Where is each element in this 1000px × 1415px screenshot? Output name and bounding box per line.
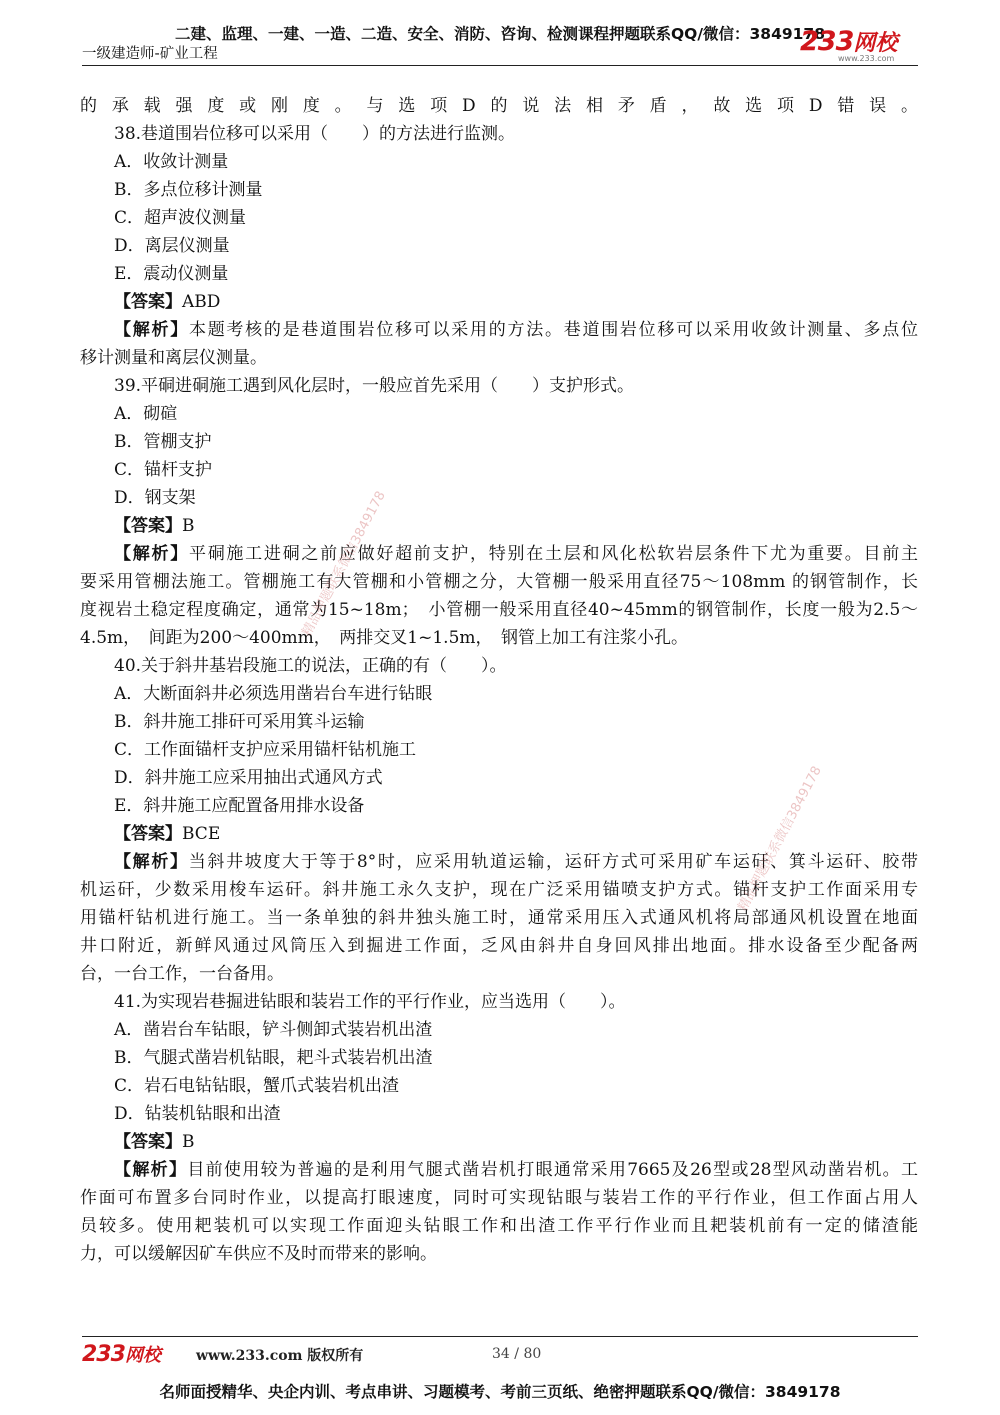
analysis-text: 目前使用较为普遍的是利用气腿式凿岩机打眼通常采用7665及26型或28型风动凿岩机。工 xyxy=(187,1160,919,1180)
analysis-text: 平硐施工进硐之前应做好超前支护，特别在土层和风化松软岩层条件下尤为重要。目前主 xyxy=(188,544,918,564)
header-divider xyxy=(82,65,918,66)
analysis-text: 台，一台工作，一台备用。 xyxy=(80,964,284,984)
answer-option: C．超声波仪测量 xyxy=(114,208,247,228)
analysis-text: 移计测量和离层仪测量。 xyxy=(80,348,267,368)
answer-line xyxy=(80,512,918,540)
answer-label: 【答案】 xyxy=(114,824,182,844)
answer-option: B．多点位移计测量 xyxy=(114,180,263,200)
watermark: 精品押题联系微信3849178 xyxy=(299,488,389,639)
answer-option: B．斜井施工排矸可采用箕斗运输 xyxy=(114,712,365,732)
analysis-text: 机运矸，少数采用梭车运矸。斜井施工永久支护，现在广泛采用锚喷支护方式。锚杆支护工作面采用专 xyxy=(80,880,918,900)
answer-line xyxy=(80,288,918,316)
question-stem: 38.巷道围岩位移可以采用（ ）的方法进行监测。 xyxy=(114,124,516,144)
page-current: 34 xyxy=(492,1346,510,1362)
analysis-line xyxy=(80,904,918,932)
answer-option: C．锚杆支护 xyxy=(114,460,213,480)
question-stem: 39.平硐进硐施工遇到风化层时，一般应首先采用（ ）支护形式。 xyxy=(114,376,635,396)
answer-label: 【答案】 xyxy=(114,292,182,312)
intro-line: 的承载强度或刚度。与选项D的说法相矛盾，故选项D错误。 xyxy=(80,96,918,116)
analysis-line xyxy=(80,316,918,344)
logo-url: www.233.com xyxy=(838,54,895,63)
document-body xyxy=(80,92,918,1268)
footer-logo xyxy=(82,1340,161,1370)
analysis-line xyxy=(80,1184,918,1212)
answer-option: D．离层仪测量 xyxy=(114,236,230,256)
analysis-line xyxy=(80,848,918,876)
answer-option: E．斜井施工应配置备用排水设备 xyxy=(114,796,365,816)
answer-option: A．收敛计测量 xyxy=(114,152,229,172)
answer-option: E．震动仪测量 xyxy=(114,264,229,284)
analysis-text: 员较多。使用耙装机可以实现工作面迎头钻眼工作和出渣工作平行作业而且耙装机前有一定的储渣能 xyxy=(80,1216,918,1236)
analysis-label: 【解析】 xyxy=(114,320,189,340)
logo-number: 233 xyxy=(800,26,854,57)
answer-option: C．岩石电钻钻眼，蟹爪式装岩机出渣 xyxy=(114,1076,400,1096)
analysis-line xyxy=(80,1240,918,1268)
analysis-text: 本题考核的是巷道围岩位移可以采用的方法。巷道围岩位移可以采用收敛计测量、多点位 xyxy=(188,320,918,340)
page-total: 80 xyxy=(523,1346,542,1362)
answer-option: C．工作面锚杆支护应采用锚杆钻机施工 xyxy=(114,740,417,760)
site-logo xyxy=(800,26,930,70)
analysis-line xyxy=(80,960,918,988)
analysis-line xyxy=(80,568,918,596)
analysis-text: 力，可以缓解因矿车供应不及时而带来的影响。 xyxy=(80,1244,437,1264)
footer-logo-number: 233 xyxy=(82,1342,125,1367)
question-stem: 41.为实现岩巷掘进钻眼和装岩工作的平行作业，应当选用（ ）。 xyxy=(114,992,626,1012)
analysis-text: 当斜井坡度大于等于8°时，应采用轨道运输，运矸方式可采用矿车运矸、箕斗运矸、胶带 xyxy=(188,852,918,872)
answer-option: A．大断面斜井必须选用凿岩台车进行钻眼 xyxy=(114,684,433,704)
footer-banner: 名师面授精华、央企内训、考点串讲、习题模考、考前三页纸、绝密押题联系QQ/微信：3849178 xyxy=(159,1383,841,1401)
analysis-text: 作面可布置多台同时作业，以提高打眼速度，同时可实现钻眼与装岩工作的平行作业，但工作面占用人 xyxy=(80,1188,918,1208)
answer-label: 【答案】 xyxy=(114,516,182,536)
analysis-line xyxy=(80,876,918,904)
analysis-label: 【解析】 xyxy=(114,1160,188,1180)
analysis-line xyxy=(80,932,918,960)
answer-value: ABD xyxy=(182,292,221,312)
logo-text: 网校 xyxy=(853,31,898,56)
answer-value: B xyxy=(182,516,195,536)
watermark: 精品押题联系微信3849178 xyxy=(735,763,825,914)
answer-option: D．斜井施工应采用抽出式通风方式 xyxy=(114,768,383,788)
analysis-text: 度视岩土稳定程度确定，通常为15~18m； 小管棚一般采用直径40~45mm的钢管制作，长度一般为2.5～ xyxy=(80,600,918,620)
page-separator: / xyxy=(509,1346,524,1362)
answer-option: A．凿岩台车钻眼，铲斗侧卸式装岩机出渣 xyxy=(114,1020,433,1040)
footer-logo-text: 网校 xyxy=(124,1345,161,1366)
analysis-label: 【解析】 xyxy=(114,544,189,564)
question-stem: 40.关于斜井基岩段施工的说法，正确的有（ ）。 xyxy=(114,656,507,676)
analysis-line xyxy=(80,1212,918,1240)
footer-divider xyxy=(82,1336,918,1337)
header-banner: 二建、监理、一建、一造、二造、安全、消防、咨询、检测课程押题联系QQ/微信：3849178 xyxy=(174,25,825,43)
copyright: www.233.com 版权所有 xyxy=(196,1348,364,1364)
analysis-line xyxy=(80,540,918,568)
answer-value: B xyxy=(182,1132,195,1152)
page-number xyxy=(492,1346,541,1362)
analysis-text: 用锚杆钻机进行施工。当一条单独的斜井独头施工时，通常采用压入式通风机将局部通风机设置在地面 xyxy=(80,908,918,928)
subject-title: 一级建造师-矿业工程 xyxy=(82,46,218,62)
answer-value: BCE xyxy=(182,824,221,844)
analysis-text: 井口附近，新鲜风通过风筒压入到掘进工作面，乏风由斜井自身回风排出地面。排水设备至少配备两 xyxy=(80,936,918,956)
analysis-line xyxy=(80,596,918,624)
answer-option: D．钢支架 xyxy=(114,488,196,508)
answer-option: D．钻装机钻眼和出渣 xyxy=(114,1104,281,1124)
answer-label: 【答案】 xyxy=(114,1132,182,1152)
analysis-text: 4.5m， 间距为200～400mm， 两排交叉1~1.5m， 钢管上加工有注浆小孔。 xyxy=(80,628,689,648)
analysis-line xyxy=(80,624,918,652)
analysis-line xyxy=(80,344,918,372)
answer-line xyxy=(80,1128,918,1156)
answer-option: B．管棚支护 xyxy=(114,432,212,452)
analysis-text: 要采用管棚法施工。管棚施工有大管棚和小管棚之分，大管棚一般采用直径75～108mm 的钢管制作，长 xyxy=(80,572,918,592)
answer-option: B．气腿式凿岩机钻眼，耙斗式装岩机出渣 xyxy=(114,1048,433,1068)
analysis-line xyxy=(80,1156,918,1184)
answer-option: A．砌碹 xyxy=(114,404,178,424)
analysis-label: 【解析】 xyxy=(114,852,189,872)
